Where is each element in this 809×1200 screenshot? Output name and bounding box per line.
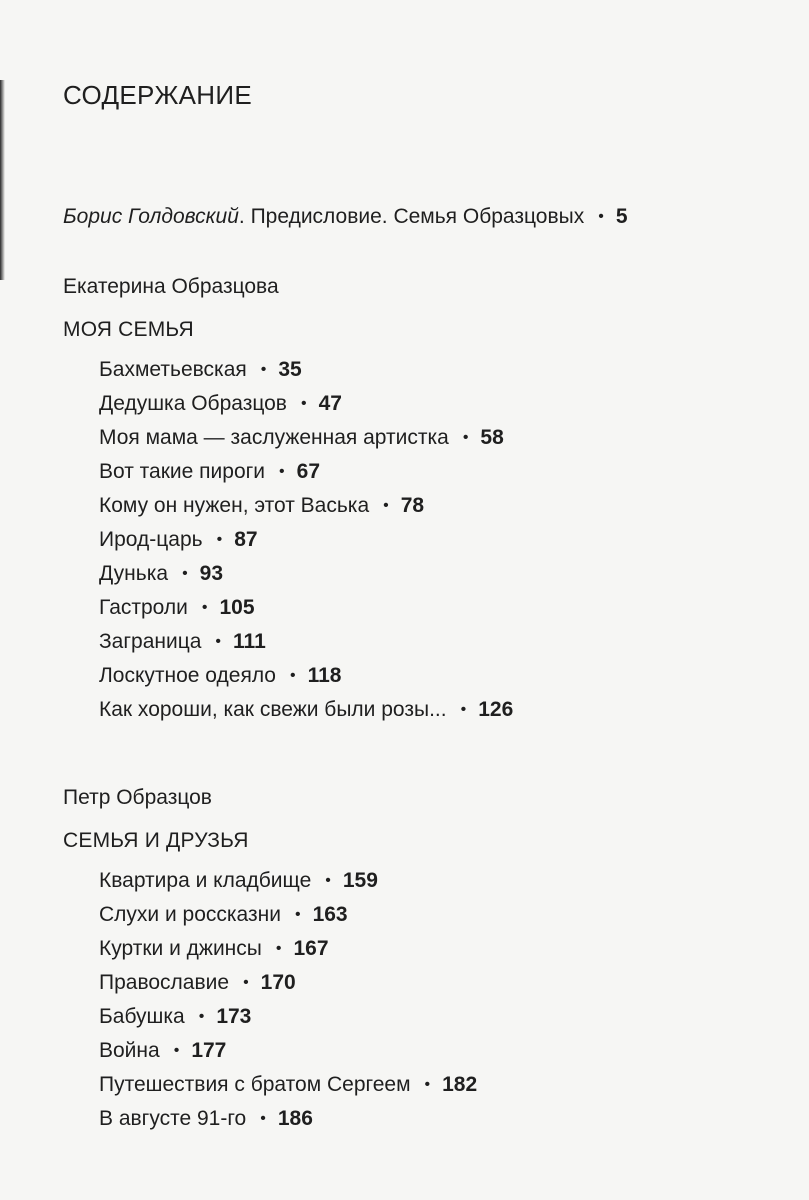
chapter-title: Ирод-царь [99,528,203,551]
chapter-page-number: 167 [293,937,329,960]
toc-entry [99,455,513,489]
bullet-separator: • [182,565,188,582]
toc-entry [99,693,513,727]
chapter-title: Бахметьевская [99,358,247,381]
chapter-title: Путешествия с братом Сергеем [99,1073,411,1096]
chapter-title: В августе 91-го [99,1107,247,1130]
chapter-page-number: 35 [278,358,302,381]
chapter-page-number: 118 [307,664,342,687]
bullet-separator: • [289,667,296,684]
chapter-title: Вот такие пироги [99,460,266,483]
toc-entry [99,932,477,966]
chapter-title: Заграница [99,630,202,653]
chapter-title: Бабушка [99,1005,185,1028]
chapter-page-number: 111 [233,630,266,653]
chapter-title: Война [99,1039,160,1062]
bullet-separator: • [173,1042,180,1059]
chapter-title: Слухи и россказни [99,903,281,926]
part-1-author: Екатерина Образцова [63,275,279,298]
toc-entry [99,898,477,932]
chapter-title: Дедушка Образцов [99,392,287,415]
part-1-chapter-list [99,353,513,727]
chapter-title: Лоскутное одеяло [99,664,276,687]
chapter-title: Как хороши, как свежи были розы... [99,698,447,721]
bullet-separator: • [260,361,267,378]
bullet-separator: • [215,633,222,650]
chapter-page-number: 173 [216,1005,252,1028]
bullet-separator: • [598,208,604,225]
bullet-separator: • [325,872,331,889]
chapter-title: Гастроли [99,596,188,619]
toc-entry [99,421,513,455]
chapter-title: Православие [99,971,230,994]
chapter-title: Квартира и кладбище [99,869,312,892]
chapter-page-number: 186 [277,1107,313,1130]
chapter-page-number: 170 [260,971,296,994]
chapter-page-number: 78 [400,494,425,517]
bullet-separator: • [198,1008,205,1025]
bullet-separator: • [243,974,249,991]
chapter-page-number: 126 [478,698,514,721]
toc-entry [99,1102,477,1136]
toc-entry [99,557,513,591]
toc-entry [99,489,513,523]
toc-entry-preface [63,205,628,229]
toc-entry [99,353,513,387]
chapter-page-number: 93 [199,562,224,585]
chapter-page-number: 159 [342,869,378,892]
preface-author: Борис Голдовский [63,205,239,228]
chapter-page-number: 47 [318,392,342,415]
toc-entry [99,387,513,421]
chapter-title: Кому он нужен, этот Васька [99,494,370,517]
bullet-separator: • [300,395,307,412]
chapter-page-number: 177 [191,1039,227,1062]
bullet-separator: • [260,1110,266,1127]
bullet-separator: • [294,906,301,923]
toc-entry [99,1034,477,1068]
toc-entry [99,523,513,557]
chapter-page-number: 182 [442,1073,478,1096]
chapter-page-number: 58 [480,426,504,449]
toc-entry [99,625,513,659]
toc-entry [99,864,477,898]
bullet-separator: • [424,1076,431,1093]
part-1-title: МОЯ СЕМЬЯ [63,318,194,341]
toc-entry [99,1068,477,1102]
binding-shadow [0,80,5,280]
chapter-title: Дунька [99,562,169,585]
page-title: СОДЕРЖАНИЕ [63,80,253,110]
chapter-page-number: 163 [312,903,348,926]
bullet-separator: • [275,940,282,957]
bullet-separator: • [201,599,208,616]
preface-page-number: 5 [615,205,628,228]
bullet-separator: • [279,463,285,480]
toc-entry [99,659,513,693]
toc-entry [99,966,477,1000]
bullet-separator: • [216,531,223,548]
part-2-author: Петр Образцов [63,786,212,809]
part-2-chapter-list [99,864,477,1136]
toc-entry [99,1000,477,1034]
chapter-page-number: 67 [296,460,320,483]
bullet-separator: • [462,429,469,446]
bullet-separator: • [383,497,389,514]
part-2-title: СЕМЬЯ И ДРУЗЬЯ [63,829,249,852]
chapter-page-number: 105 [219,596,255,619]
bullet-separator: • [460,701,467,718]
chapter-title: Моя мама — заслуженная артистка [99,426,449,449]
toc-entry [99,591,513,625]
chapter-title: Куртки и джинсы [99,937,262,960]
preface-title: . Предисловие. Семья Образцовых [238,205,585,228]
chapter-page-number: 87 [234,528,258,551]
